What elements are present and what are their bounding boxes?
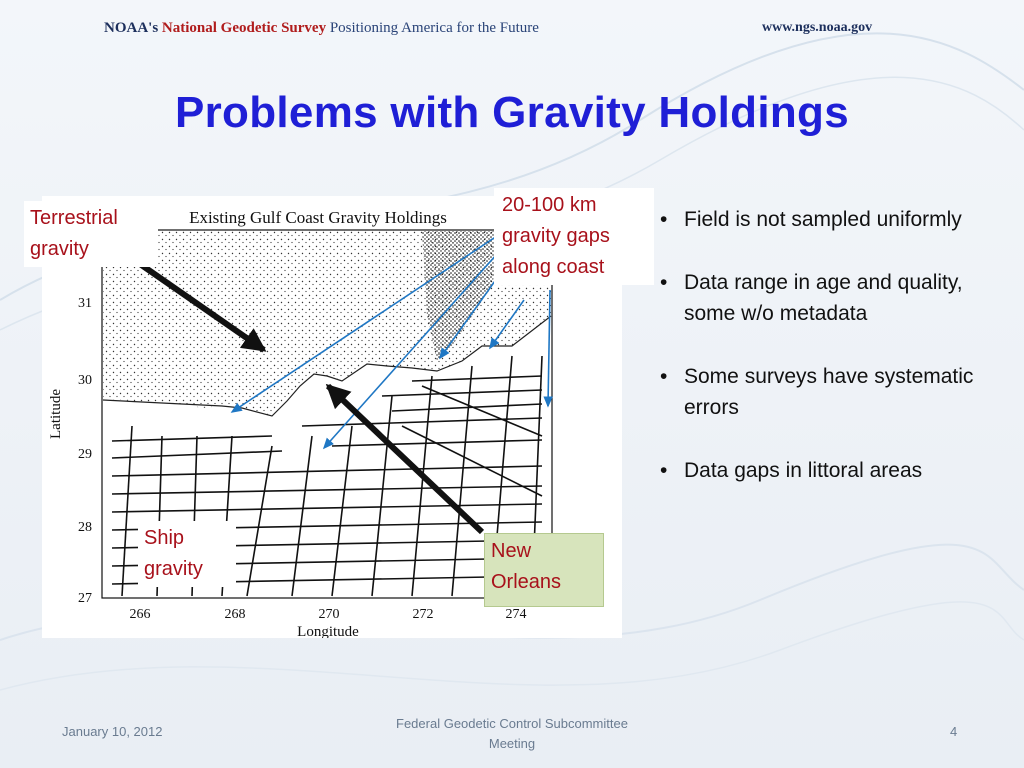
y-axis-label: Latitude [48,389,64,439]
slide-title: Problems with Gravity Holdings [174,88,849,137]
bullet-text: Data range in age and quality, some w/o metadata [684,271,963,325]
footer-line: Federal Geodetic Control Subcommittee [396,716,628,731]
bullet-marker: • [660,459,668,482]
y-tick-label: 30 [78,373,92,388]
map-title: Existing Gulf Coast Gravity Holdings [189,208,447,227]
y-axis-ticks [78,296,92,606]
callout-line: along coast [502,256,605,278]
bullet-item [656,361,1016,423]
footer-meeting [362,714,662,754]
callout-line: Terrestrial [30,207,118,229]
bullet-item [656,267,1016,329]
callout-line: Orleans [491,571,562,593]
footer-date: January 10, 2012 [62,724,163,739]
header-url: www.ngs.noaa.gov [762,20,873,35]
bullet-text: Some surveys have systematic errors [684,365,974,419]
bullet-marker: • [660,365,668,388]
bullet-item [656,204,1016,235]
header-org: NOAA's [104,20,159,36]
x-tick-label: 268 [224,607,246,622]
callout-ship-gravity [138,521,236,587]
callout-line: gravity gaps [502,225,610,247]
y-tick-label: 29 [78,447,92,462]
bullet-marker: • [660,271,668,294]
callout-line: New [491,540,532,562]
header-tagline: Positioning America for the Future [329,20,539,36]
header-agency: National Geodetic Survey [161,20,327,36]
y-tick-label: 31 [78,296,92,311]
bullet-text: Field is not sampled uniformly [684,208,962,231]
callout-line: 20-100 km [502,194,597,216]
header-bar [0,0,1024,60]
bullet-marker: • [660,208,668,231]
x-tick-label: 270 [318,607,340,622]
y-tick-label: 28 [78,520,92,535]
callout-line: gravity [30,238,89,260]
header-branding [104,20,539,37]
x-axis-label: Longitude [297,624,359,638]
callout-line: gravity [144,558,203,580]
bullet-item [656,455,1016,486]
footer-line: Meeting [488,736,536,751]
callout-new-orleans [484,533,604,607]
bullet-text: Data gaps in littoral areas [684,459,923,482]
x-tick-label: 274 [505,607,527,622]
y-tick-label: 27 [78,591,92,606]
bullet-list [656,204,1016,518]
x-tick-label: 272 [412,607,434,622]
callout-gravity-gaps [494,188,654,285]
callout-line: Ship [144,527,185,549]
x-axis-ticks [130,607,527,622]
footer-page-number: 4 [950,724,958,739]
callout-terrestrial-gravity [24,201,158,267]
x-tick-label: 266 [129,607,151,622]
